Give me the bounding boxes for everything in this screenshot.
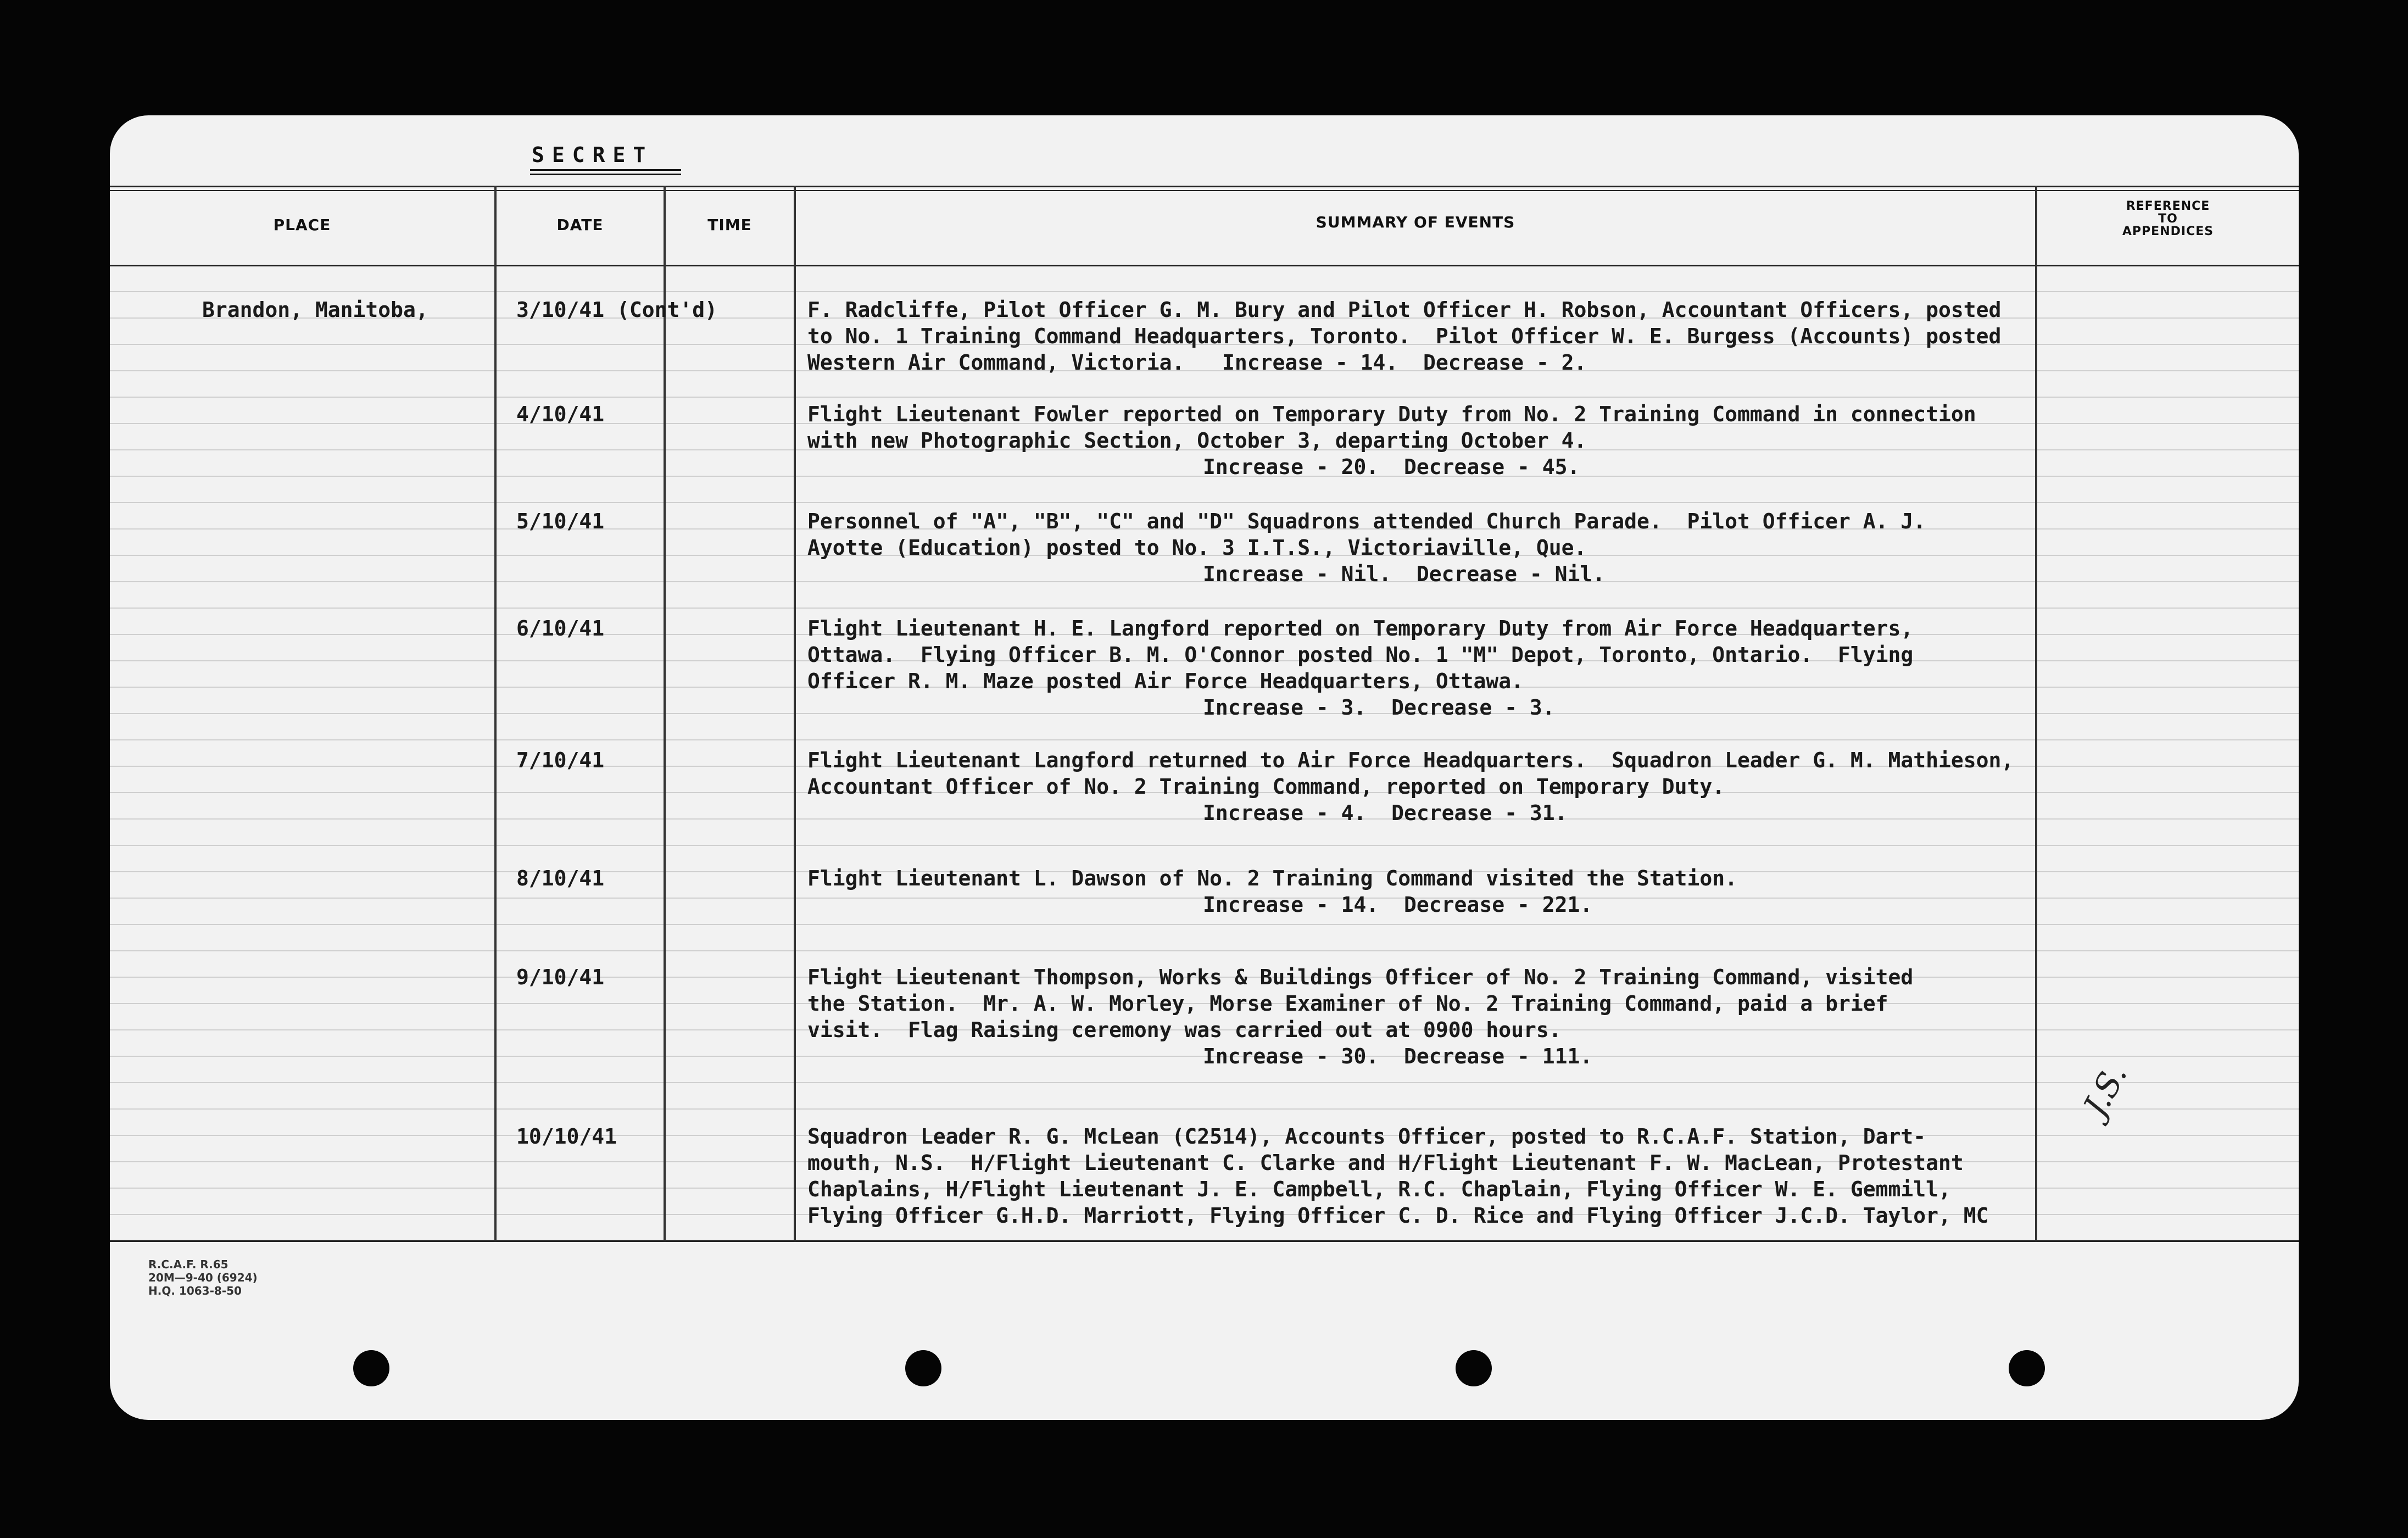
- col-header-summary: SUMMARY OF EVENTS: [1316, 213, 1515, 231]
- entry-summary-line: Flight Lieutenant H. E. Langford reported on Temporary Duty from Air Force Headquarters,: [807, 616, 1914, 640]
- secret-underline-2: [530, 174, 681, 175]
- ruled-line: [110, 924, 2299, 925]
- entry-summary-line: with new Photographic Section, October 3, departing October 4.: [807, 428, 1587, 453]
- entry-date: 10/10/41: [516, 1124, 617, 1149]
- ruled-line: [110, 397, 2299, 398]
- entry-summary-line: Flying Officer G.H.D. Marriott, Flying Officer C. D. Rice and Flying Officer J.C.D. Taylor, MC: [807, 1203, 1989, 1228]
- entry-increase-decrease: Increase - 4. Decrease - 31.: [1203, 801, 1568, 825]
- col-header-place: PLACE: [273, 216, 331, 234]
- entry-summary-line: Flight Lieutenant L. Dawson of No. 2 Training Command visited the Station.: [807, 866, 1737, 890]
- col-header-time: TIME: [707, 216, 752, 234]
- entry-increase-decrease: Increase - 30. Decrease - 111.: [1203, 1044, 1593, 1068]
- ruled-line: [110, 1108, 2299, 1110]
- entry-summary-line: Ottawa. Flying Officer B. M. O'Connor posted No. 1 "M" Depot, Toronto, Ontario. Flying: [807, 643, 1914, 667]
- ruled-line: [110, 608, 2299, 609]
- ruled-line: [110, 845, 2299, 846]
- ruled-line: [110, 1082, 2299, 1083]
- form-footer: [148, 1258, 258, 1297]
- entry-date: 5/10/41: [516, 509, 605, 533]
- header-bottom-rule: [110, 265, 2299, 266]
- secret-underline: [530, 169, 681, 171]
- entry-summary-line: Squadron Leader R. G. McLean (C2514), Accounts Officer, posted to R.C.A.F. Station, Dart-: [807, 1124, 1926, 1149]
- header-top-rule: [110, 186, 2299, 187]
- print-code: 20M—9-40 (6924): [148, 1271, 258, 1284]
- entry-date: 9/10/41: [516, 965, 605, 989]
- entry-date: 8/10/41: [516, 866, 605, 890]
- entry-date: 6/10/41: [516, 616, 605, 640]
- place-date-divider: [494, 186, 497, 1241]
- entry-summary-line: Personnel of "A", "B", "C" and "D" Squadrons attended Church Parade. Pilot Officer A. J.: [807, 509, 1926, 533]
- col-header-reference-line-3: APPENDICES: [2122, 225, 2214, 238]
- col-header-reference: [2037, 200, 2299, 238]
- col-header-date: DATE: [556, 216, 604, 234]
- col-header-reference-line-1: REFERENCE: [2126, 199, 2210, 213]
- entry-date: 7/10/41: [516, 748, 605, 772]
- entry-increase-decrease: Increase - 14. Decrease - 221.: [1203, 893, 1593, 917]
- col-header-reference-line-2: TO: [2158, 212, 2178, 226]
- entry-summary-line: Accountant Officer of No. 2 Training Command, reported on Temporary Duty.: [807, 774, 1725, 799]
- summary-reference-divider: [2035, 186, 2037, 1241]
- entry-summary-line: Chaplains, H/Flight Lieutenant J. E. Campbell, R.C. Chaplain, Flying Officer W. E. Gemmill,: [807, 1177, 1951, 1201]
- entry-summary-line: to No. 1 Training Command Headquarters, Toronto. Pilot Officer W. E. Burgess (Accounts) posted: [807, 324, 2002, 348]
- binder-hole-2: [905, 1350, 941, 1386]
- time-summary-divider: [794, 186, 796, 1241]
- secret-stamp: SECRET: [532, 143, 654, 167]
- entry-summary-line: Flight Lieutenant Fowler reported on Temporary Duty from No. 2 Training Command in connection: [807, 402, 1976, 426]
- entry-summary-line: Western Air Command, Victoria. Increase - 14. Decrease - 2.: [807, 350, 1587, 375]
- ruled-line: [110, 950, 2299, 951]
- header-top-rule-2: [110, 190, 2299, 191]
- ruled-line: [110, 739, 2299, 740]
- entry-date: 3/10/41 (Cont'd): [516, 298, 718, 322]
- entry-increase-decrease: Increase - 20. Decrease - 45.: [1203, 455, 1580, 479]
- entry-summary-line: the Station. Mr. A. W. Morley, Morse Examiner of No. 2 Training Command, paid a brief: [807, 991, 1888, 1016]
- entry-summary-line: visit. Flag Raising ceremony was carried out at 0900 hours.: [807, 1018, 1562, 1042]
- binder-hole-1: [353, 1350, 389, 1386]
- ruled-line: [110, 502, 2299, 503]
- entry-summary-line: mouth, N.S. H/Flight Lieutenant C. Clarke and H/Flight Lieutenant F. W. MacLean, Protestant: [807, 1151, 1964, 1175]
- entry-increase-decrease: Increase - 3. Decrease - 3.: [1203, 695, 1555, 720]
- entry-summary-line: Flight Lieutenant Thompson, Works & Buildings Officer of No. 2 Training Command, visited: [807, 965, 1914, 989]
- entry-date: 4/10/41: [516, 402, 605, 426]
- entry-summary-line: Flight Lieutenant Langford returned to Air Force Headquarters. Squadron Leader G. M. Mathieson,: [807, 748, 2014, 772]
- entry-summary-line: F. Radcliffe, Pilot Officer G. M. Bury and Pilot Officer H. Robson, Accountant Officers, posted: [807, 298, 2002, 322]
- binder-hole-4: [2009, 1350, 2045, 1386]
- entry-increase-decrease: Increase - Nil. Decrease - Nil.: [1203, 562, 1606, 586]
- form-bottom-rule: [110, 1240, 2299, 1242]
- binder-hole-3: [1456, 1350, 1492, 1386]
- entry-summary-line: Ayotte (Education) posted to No. 3 I.T.S., Victoriaville, Que.: [807, 536, 1587, 560]
- entry-summary-line: Officer R. M. Maze posted Air Force Headquarters, Ottawa.: [807, 669, 1524, 693]
- ruled-line: [110, 291, 2299, 292]
- diary-form-card: [110, 115, 2299, 1420]
- place-cell: Brandon, Manitoba,: [202, 298, 428, 322]
- date-time-divider: [664, 186, 666, 1241]
- form-number: R.C.A.F. R.65: [148, 1258, 228, 1271]
- hq-code: H.Q. 1063-8-50: [148, 1284, 242, 1297]
- handwritten-initials: J.S.: [2076, 1057, 2135, 1123]
